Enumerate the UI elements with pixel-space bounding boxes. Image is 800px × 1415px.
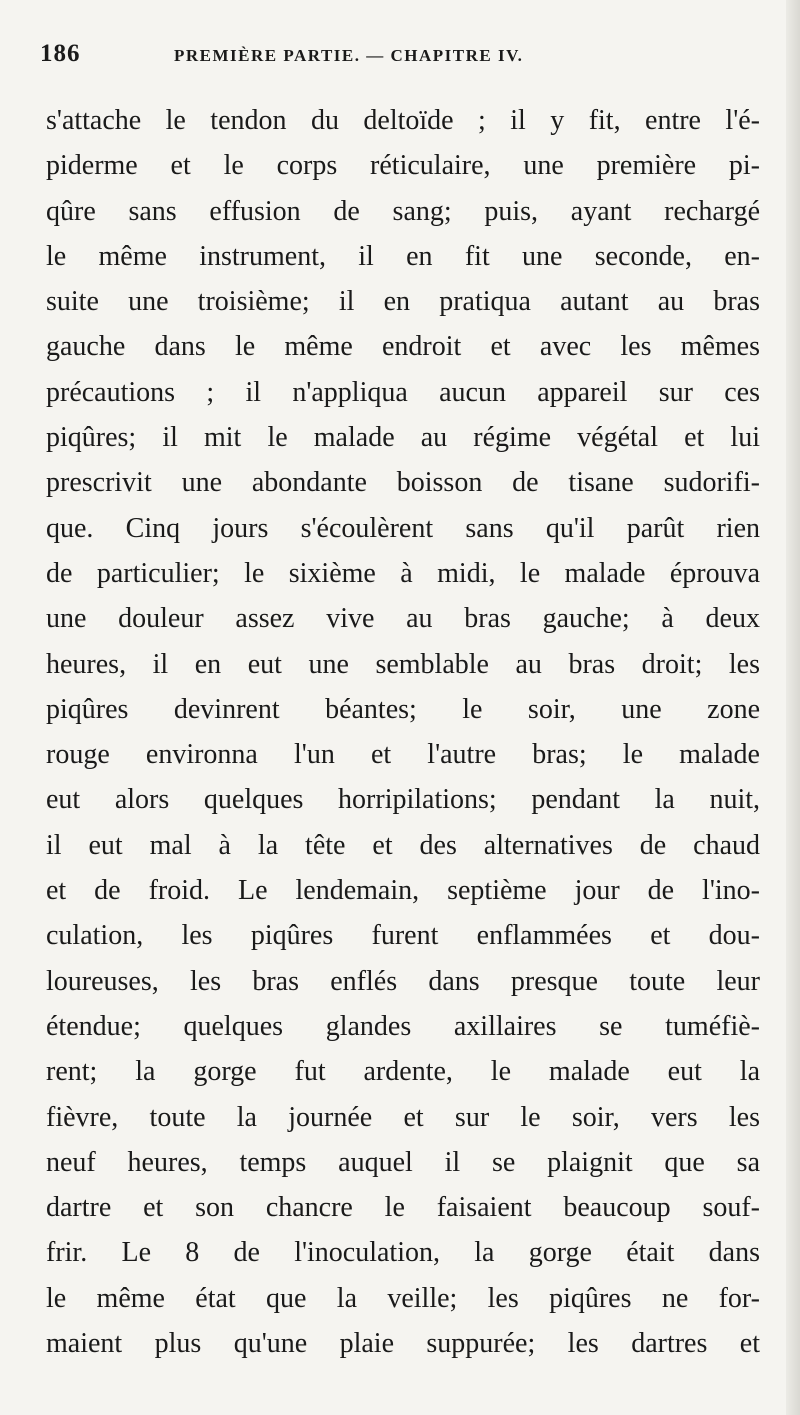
text-line: et de froid. Le lendemain, septième jour de l'ino-: [46, 875, 760, 907]
running-header: [40, 40, 760, 76]
page-edge-shadow: [786, 0, 800, 1415]
text-line: de particulier; le sixième à midi, le malade éprouva: [46, 557, 760, 589]
text-line: fièvre, toute la journée et sur le soir, vers les: [46, 1101, 760, 1133]
text-line: étendue; quelques glandes axillaires se tuméfiè-: [46, 1010, 760, 1042]
text-line: dartre et son chancre le faisaient beaucoup souf-: [46, 1192, 760, 1224]
text-line: rouge environna l'un et l'autre bras; le malade: [46, 739, 760, 771]
text-line: le même état que la veille; les piqûres ne for-: [46, 1282, 760, 1314]
text-line: piqûres; il mit le malade au régime végétal et lui: [46, 422, 760, 454]
text-line: s'attache le tendon du deltoïde ; il y fit, entre l'é-: [46, 105, 760, 136]
body-text: [46, 98, 760, 1366]
text-line: loureuses, les bras enflés dans presque toute leur: [46, 965, 760, 997]
text-line: eut alors quelques horripilations; pendant la nuit,: [46, 784, 760, 816]
text-line: heures, il en eut une semblable au bras droit; les: [46, 648, 760, 680]
text-line: il eut mal à la tête et des alternatives de chaud: [46, 829, 760, 861]
running-title: PREMIÈRE PARTIE. — CHAPITRE IV.: [174, 46, 524, 65]
text-line: neuf heures, temps auquel il se plaignit que sa: [46, 1146, 760, 1178]
text-line: gauche dans le même endroit et avec les mêmes: [46, 331, 760, 363]
text-line: piqûres devinrent béantes; le soir, une zone: [46, 693, 760, 725]
text-line: rent; la gorge fut ardente, le malade eut la: [46, 1056, 760, 1088]
text-line: frir. Le 8 de l'inoculation, la gorge était dans: [46, 1237, 760, 1269]
text-line: piderme et le corps réticulaire, une première pi-: [46, 150, 760, 182]
text-line: culation, les piqûres furent enflammées et dou-: [46, 920, 760, 952]
page-number: 186: [40, 40, 81, 67]
text-line: une douleur assez vive au bras gauche; à deux: [46, 603, 760, 635]
text-line: précautions ; il n'appliqua aucun appareil sur ces: [46, 376, 760, 408]
text-line: que. Cinq jours s'écoulèrent sans qu'il parût rien: [46, 512, 760, 544]
text-line: suite une troisième; il en pratiqua autant au bras: [46, 286, 760, 318]
text-line: le même instrument, il en fit une seconde, en-: [46, 240, 760, 272]
text-line: qûre sans effusion de sang; puis, ayant rechargé: [46, 195, 760, 227]
text-line: maient plus qu'une plaie suppurée; les dartres et: [46, 1328, 760, 1360]
text-line: prescrivit une abondante boisson de tisane sudorifi-: [46, 467, 760, 499]
